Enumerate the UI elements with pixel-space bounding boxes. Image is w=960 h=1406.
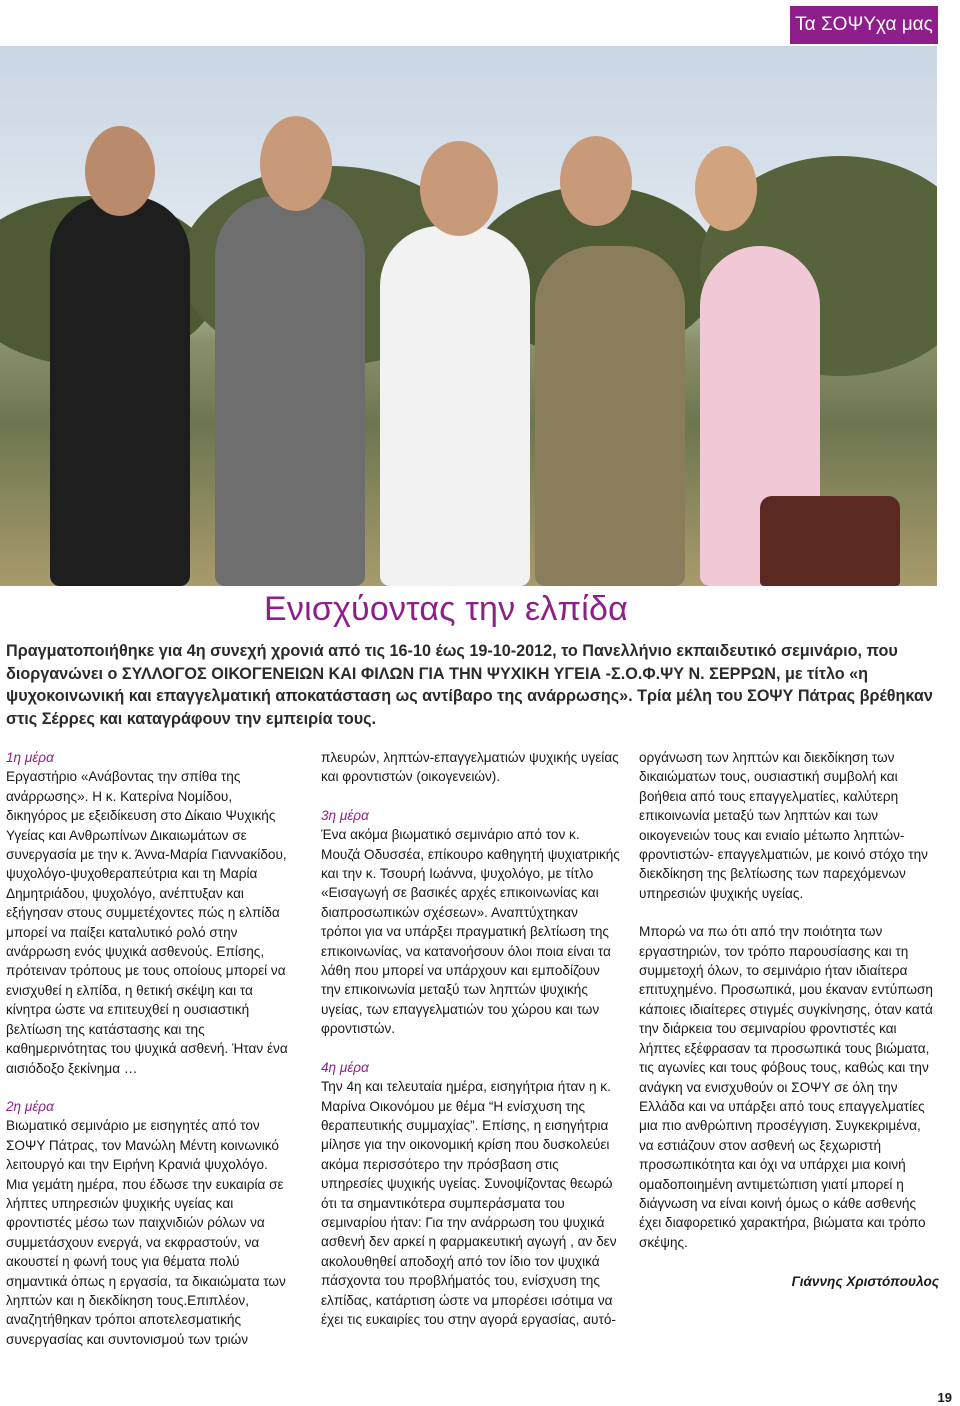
group-photo <box>0 46 937 586</box>
day4-text: Την 4η και τελευταία ημέρα, εισηγήτρια ήταν η κ. Μαρίνα Οικονόμου με θέμα “Η ενίσχυση της θεραπευτικής συμμαχίας”. Επίσης, η εισηγήτρια μίλησε για την οικονομική κρίση που δυσκολεύει ακόμα περισσότερο την πρόσβαση στις υπηρεσίες ψυχικής υγείας. Συνοψίζοντας θεωρώ ότι τα σημαντικότερα συμπεράσματα του σεμιναρίου ήταν: Για την ανάρρωση του ψυχικά ασθενή δεν αρκεί η φαρμακευτική αγωγή , αν δεν ακολουθηθεί αποδοχή από τον ίδιο τον ψυχικά πάσχοντα του προβλήματός του, ενίσχυση της ελπίδας, κατάρτιση ώστε να μπορέσει ισότιμα να έχει τις ευκαιρίες του στην αγορά εργασίας, αυτό- <box>321 1079 617 1327</box>
author-signature: Γιάννης Χριστόπουλος <box>791 1274 939 1290</box>
page-number: 19 <box>937 1390 952 1405</box>
col3-paragraph-1: οργάνωση των ληπτών και διεκδίκηση των δικαιώματων τους, ουσιαστική συμβολή και βοήθεια από τους επαγγελματίες, καλύτερη επικοινωνία μεταξύ των ληπτών και των οικογενειών τους και ενιαίο μέτωπο ληπτών-φροντιστών- επαγγελματιών, με κοινό στόχο την διεκδίκηση της βελτίωσης των παρεχόμενων υπηρεσιών ψυχικής υγείας. <box>639 750 928 901</box>
day2-heading: 2η μέρα <box>6 1098 54 1114</box>
column-3 <box>639 748 939 1292</box>
day3-text: Ένα ακόμα βιωματικό σεμινάριο από τον κ. Μουζά Οδυσσέα, επίκουρο καθηγητή ψυχιατρικής και την κ. Τσουρή Ιωάννα, ψυχολόγο, με τίτλο «Εισαγωγή σε βασικές αρχές επικοινωνίας και διαπροσωπικών σχέσεων». Αναπτύχτηκαν τρόποι για να υπάρξει πραγματική βελτίωση της επικοινωνίας, να κατανοήσουν όλοι ποια είναι τα λάθη που μπορεί να υπάρχουν και εμποδίζουν την επικοινωνία μεταξύ των ληπτών ψυχικής υγείας, των επαγγελματιών του χώρου και των φροντιστών. <box>321 827 620 1037</box>
col3-paragraph-2: Μπορώ να πω ότι από την ποιότητα των εργαστηριών, τον τρόπο παρουσίασης και τη συμμετοχή όλων, το σεμινάριο ήταν ιδιαίτερα επιτυχημένο. Προσωπικά, μου έκαναν εντύπωση κάποιες ιδιαίτερες στιγμές συγκίνησης, όταν κατά την διάρκεια του σεμιναρίου φροντιστές και λήπτες εξέφρασαν τα προσωπικά τους βιώματα, τις αγωνίες και τους φόβους τους, καθώς και την ανάγκη να ενισχυθούν οι ΣΟΨΥ σε όλη την Ελλάδα και να υπάρξει από τους επαγγελματίες μια πιο ανθρώπινη προσέγγιση. Συγκεκριμένα, να εστιάζουν στον ασθενή ως ξεχωριστή προσωπικότητα και όχι να υπάρχει μια κοινή ομαδοποιημένη αντιμετώπιση γιατί μπορεί η διάγνωση να είναι κοινή όμως ο κάθε ασθενής έχει διαφορετικό χαρακτήρα, βιώματα και τρόπο σκέψης. <box>639 924 933 1250</box>
day3-heading: 3η μέρα <box>321 807 369 823</box>
handbag <box>760 496 900 586</box>
day1-text: Εργαστήριο «Ανάβοντας την σπίθα της ανάρρωσης». Η κ. Κατερίνα Νομίδου, δικηγόρος με εξειδίκευση στο Δίκαιο Ψυχικής Υγείας και Ανθρωπίνων Δικαιωμάτων σε συνεργασία με την κ. Άννα-Μαρία Γιαννακίδου, ψυχολόγο-ψυχοθεραπεύτρια και τη Μαρία Δημητριάδου, ψυχολόγο, ανέπτυξαν και εξήγησαν στους συμμετέχοντες πώς η ελπίδα μπορεί να παίξει καταλυτικό ρολό στην ανάρρωση ενός ψυχικά ασθενούς. Επίσης, πρότειναν τρόπους με τους οποίους μπορεί να ενισχυθεί η ελπίδα, η θετική σκέψη και τα κίνητρα ώστε να επιτευχθεί η ουσιαστική βελτίωση της κατάστασης και της καθημερινότητας του ψυχικά ασθενή. Ήταν ένα αισιόδοξο ξεκίνημα … <box>6 769 288 1076</box>
col2-continuation: πλευρών, ληπτών-επαγγελματιών ψυχικής υγείας και φροντιστών (οικογενειών). <box>321 750 619 785</box>
column-2 <box>321 748 621 1329</box>
day2-text: Βιωματικό σεμινάριο με εισηγητές από τον ΣΟΨΥ Πάτρας, τον Μανώλη Μέντη κοινωνικό λειτουργό και την Ειρήνη Κρανιά ψυχολόγο. Μια γεμάτη ημέρα, που έδωσε την ευκαιρία σε λήπτες υπηρεσιών ψυχικής υγείας και φροντιστές μέσω των παιχνιδιών ρόλων να συμμετάσχουν ενεργά, να εκφραστούν, να ακουστεί η φωνή τους για θέματα πολύ σημαντικά όπως η εργασία, τα δικαιώματα των ληπτών και η διεκδίκηση τους.Επιπλέον, αναζητήθηκαν τρόποι αποτελεσματικής συνεργασίας και συντονισμού των τριών <box>6 1118 286 1347</box>
day4-heading: 4η μέρα <box>321 1059 369 1075</box>
article-title: Ενισχύοντας την ελπίδα <box>264 590 628 628</box>
day1-heading: 1η μέρα <box>6 750 54 765</box>
article-intro: Πραγματοποιήθηκε για 4η συνεχή χρονιά από τις 16-10 έως 19-10-2012, το Πανελλήνιο εκπαιδευτικό σεμινάριο, που διοργανώνει ο ΣΥΛΛΟΓΟΣ ΟΙΚΟΓΕΝΕΙΩΝ ΚΑΙ ΦΙΛΩΝ ΓΙΑ ΤΗΝ ΨΥΧΙΚΗ ΥΓΕΙΑ -Σ.Ο.Φ.ΨΥ Ν. ΣΕΡΡΩΝ, με τίτλο «η ψυχοκοινωνική και επαγγελματική αποκατάσταση ως αντίβαρο της ανάρρωσης». Τρία μέλη του ΣΟΨΥ Πάτρας βρέθηκαν στις Σέρρες και καταγράφουν την εμπειρία τους. <box>6 642 933 728</box>
section-tag: Τα ΣΟΨΥχα μας <box>790 6 938 44</box>
column-1 <box>6 748 288 1349</box>
